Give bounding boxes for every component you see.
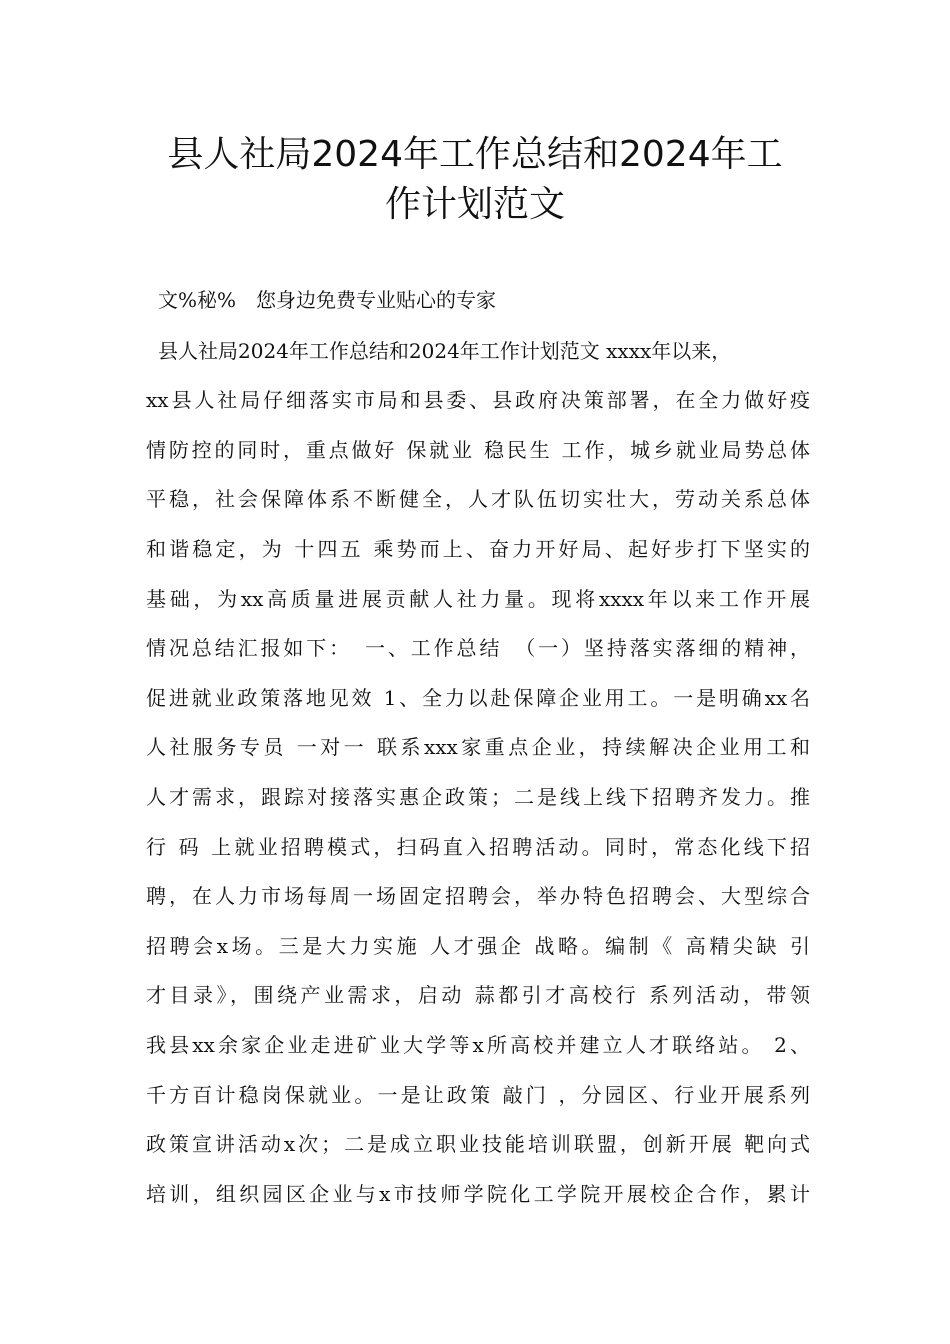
- body-line-3: 情防控的同时，重点做好 保就业 稳民生 工作，城乡就业局势总体: [146, 438, 810, 462]
- body-line-15: 我县xx余家企业走进矿业大学等x所高校并建立人才联络站。 2、: [146, 1033, 810, 1057]
- body-line-6: 基础，为xx高质量进展贡献人社力量。现将xxxx年以来工作开展: [146, 587, 810, 611]
- body-line-12: 聘，在人力市场每周一场固定招聘会，举办特色招聘会、大型综合: [146, 884, 810, 908]
- body-line-14: 才目录》，围绕产业需求，启动 蒜都引才高校行 系列活动，带领: [146, 983, 810, 1007]
- body-line-16: 千方百计稳岗保就业。一是让政策 敲门 ，分园区、行业开展系列: [146, 1083, 810, 1107]
- body-line-11: 行 码 上就业招聘模式，扫码直入招聘活动。同时，常态化线下招: [146, 835, 810, 859]
- body-line-13: 招聘会x场。三是大力实施 人才强企 战略。编制《 高精尖缺 引: [146, 934, 810, 958]
- body-line-18: 培训，组织园区企业与x市技师学院化工学院开展校企合作，累计: [146, 1182, 810, 1206]
- body-line-1: 县人社局2024年工作总结和2024年工作计划范文 xxxx年以来，: [158, 339, 732, 363]
- body-line-2: xx县人社局仔细落实市局和县委、县政府决策部署，在全力做好疫: [146, 388, 810, 412]
- body-line-8: 促进就业政策落地见效 1、全力以赴保障企业用工。一是明确xx名: [146, 686, 810, 710]
- document-title-line-2: 作计划范文: [384, 184, 565, 225]
- body-line-5: 和谐稳定，为 十四五 乘势而上、奋力开好局、起好步打下坚实的: [146, 537, 810, 561]
- body-line-10: 人才需求，跟踪对接落实惠企政策；二是线上线下招聘齐发力。推: [146, 785, 810, 809]
- body-line-17: 政策宣讲活动x次；二是成立职业技能培训联盟，创新开展 靶向式: [146, 1132, 810, 1156]
- body-line-9: 人社服务专员 一对一 联系xxx家重点企业，持续解决企业用工和: [146, 735, 810, 759]
- body-line-7: 情况总结汇报如下： 一、工作总结 （一）坚持落实落细的精神，: [146, 636, 810, 660]
- lead-line: 文%秘% 您身边免费专业贴心的专家: [158, 288, 497, 312]
- body-line-4: 平稳，社会保障体系不断健全，人才队伍切实壮大，劳动关系总体: [146, 487, 810, 511]
- document-title-line-1: 县人社局2024年工作总结和2024年工: [167, 134, 783, 175]
